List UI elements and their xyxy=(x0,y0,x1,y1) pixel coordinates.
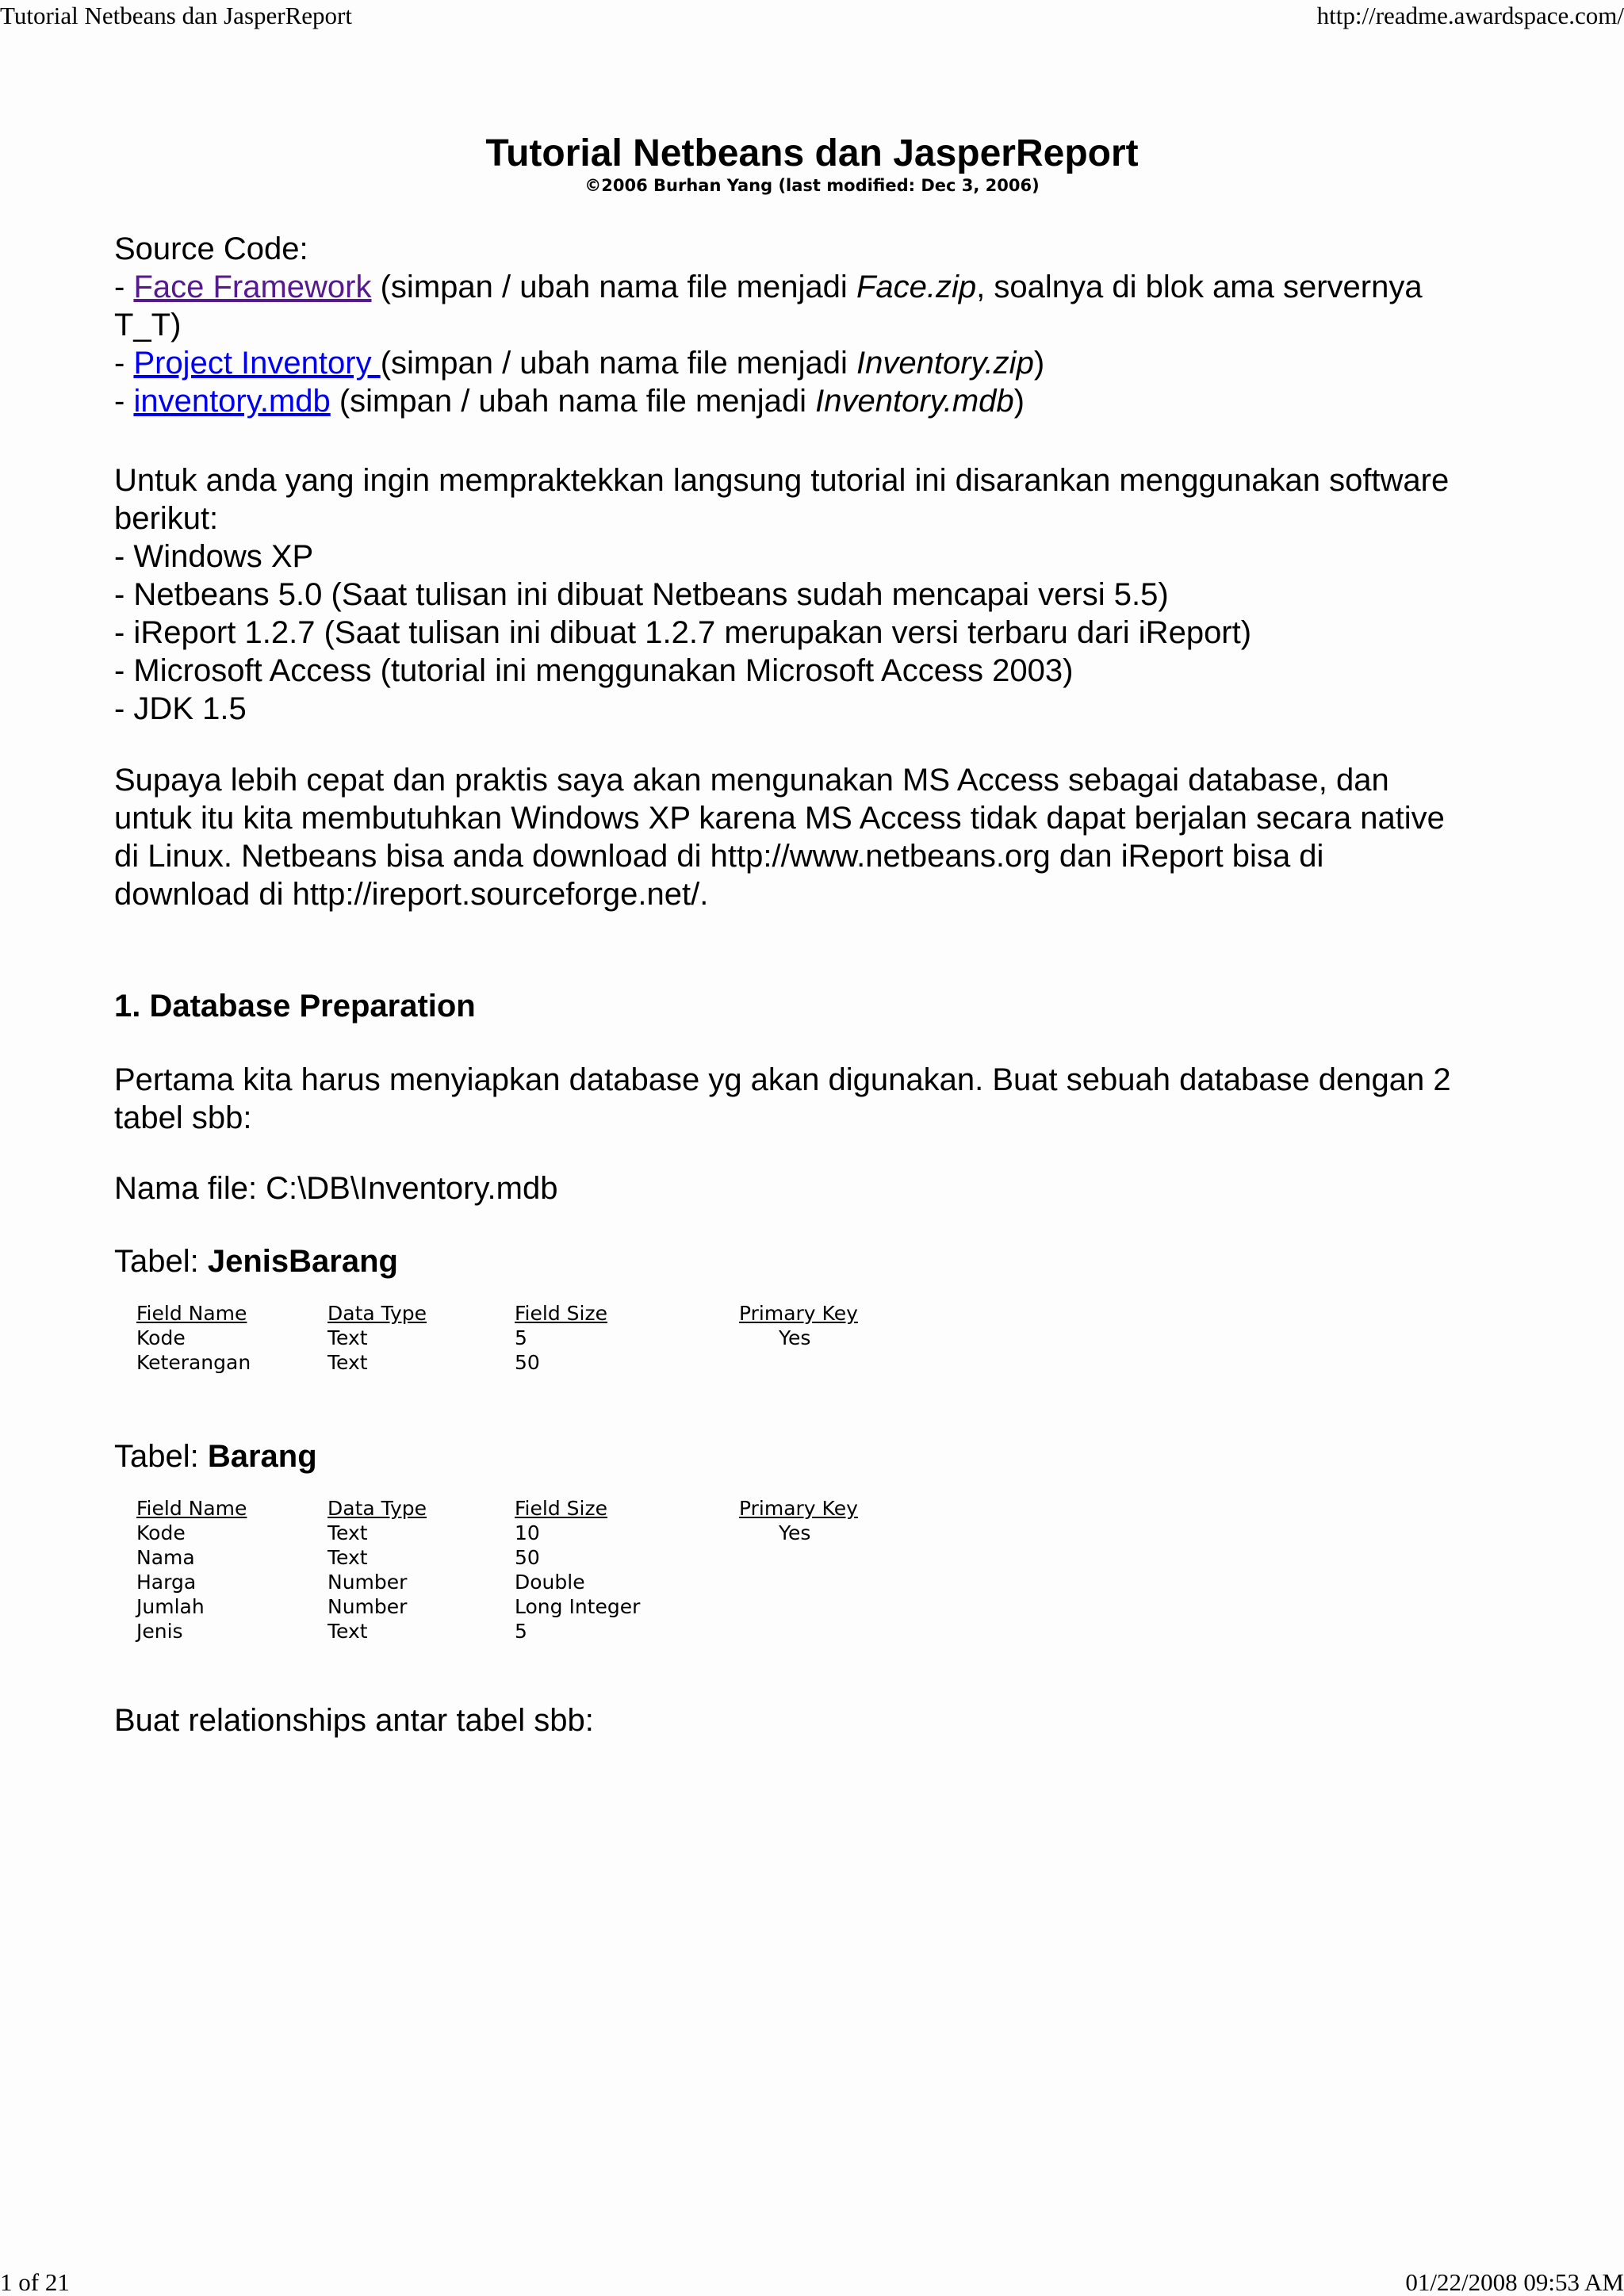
column-header: Field Size xyxy=(515,1497,607,1520)
print-header-title: Tutorial Netbeans dan JasperReport xyxy=(0,2,352,29)
copyright-line: ©2006 Burhan Yang (last modified: Dec 3, 2006) xyxy=(584,176,1040,195)
print-footer-date: 01/22/2008 09:53 AM xyxy=(1405,2268,1624,2296)
table-label xyxy=(114,1437,1510,1475)
table-cell: Kode xyxy=(136,1521,186,1544)
table-cell: Kode xyxy=(136,1326,186,1349)
table-cell: Nama xyxy=(136,1546,195,1569)
table-cell: Text xyxy=(327,1326,368,1349)
project-inventory-link[interactable]: Project Inventory xyxy=(133,346,381,381)
table-cell: Double xyxy=(515,1571,585,1594)
section-heading: 1. Database Preparation xyxy=(114,989,476,1024)
note-text: ) xyxy=(1033,346,1045,381)
file-name-line: Nama file: C:\DB\Inventory.mdb xyxy=(114,1171,558,1206)
relationships-text: Buat relationships antar tabel sbb: xyxy=(114,1703,594,1738)
table-cell: Long Integer xyxy=(515,1595,641,1618)
table-cell: 10 xyxy=(515,1521,540,1544)
column-header: Field Name xyxy=(136,1497,247,1520)
column-header: Field Name xyxy=(136,1302,247,1325)
table-label-prefix: Tabel: xyxy=(114,1439,208,1474)
print-header-url: http://readme.awardspace.com/ xyxy=(1316,2,1624,29)
table-cell: 5 xyxy=(515,1620,527,1643)
paragraph-line: Pertama kita harus menyiapkan database yg akan digunakan. Buat sebuah database dengan 2 xyxy=(114,1062,1451,1097)
column-header: Primary Key xyxy=(739,1302,858,1325)
face-framework-link[interactable]: Face Framework xyxy=(133,270,372,304)
table-cell: Text xyxy=(327,1351,368,1374)
note-text: (simpan / ubah nama file menjadi xyxy=(371,270,856,304)
software-intro-cont: berikut: xyxy=(114,501,219,536)
file-name-italic: Face.zip xyxy=(856,270,977,304)
table-cell: Text xyxy=(327,1620,368,1643)
table-label xyxy=(114,1242,1510,1280)
table-cell: 50 xyxy=(515,1546,540,1569)
page-title: Tutorial Netbeans dan JasperReport xyxy=(485,132,1139,174)
table-cell: 50 xyxy=(515,1351,540,1374)
paragraph-line: tabel sbb: xyxy=(114,1100,252,1135)
access-paragraph xyxy=(114,761,1510,913)
software-block xyxy=(114,461,1510,728)
table-cell: Keterangan xyxy=(136,1351,251,1374)
paragraph-line: untuk itu kita membutuhkan Windows XP karena MS Access tidak dapat berjalan secara native xyxy=(114,801,1445,836)
source-item-mdb xyxy=(114,382,1510,420)
note-text: ) xyxy=(1013,384,1025,419)
bullet-dash: - xyxy=(114,384,134,419)
source-code-label: Source Code: xyxy=(114,232,308,266)
file-name-italic: Inventory.mdb xyxy=(815,384,1014,419)
table-cell: Number xyxy=(327,1595,408,1618)
source-code-block xyxy=(114,230,1510,420)
table-cell: Number xyxy=(327,1571,408,1594)
table-label-prefix: Tabel: xyxy=(114,1244,208,1279)
software-item: - Netbeans 5.0 (Saat tulisan ini dibuat Netbeans sudah mencapai versi 5.5) xyxy=(114,577,1169,612)
software-item: - iReport 1.2.7 (Saat tulisan ini dibuat 1.2.7 merupakan versi terbaru dari iReport) xyxy=(114,615,1252,650)
note-text: (simpan / ubah nama file menjadi xyxy=(330,384,816,419)
section-intro xyxy=(114,1061,1510,1137)
paragraph-line: download di http://ireport.sourceforge.net/. xyxy=(114,877,709,912)
table-cell: Jumlah xyxy=(136,1595,205,1618)
inventory-mdb-link[interactable]: inventory.mdb xyxy=(133,384,331,419)
note-text: (simpan / ubah nama file menjadi xyxy=(380,346,856,381)
paragraph-line: Supaya lebih cepat dan praktis saya akan mengunakan MS Access sebagai database, dan xyxy=(114,763,1389,798)
table-cell: Yes xyxy=(779,1326,811,1349)
column-header: Primary Key xyxy=(739,1497,858,1520)
table-cell: Text xyxy=(327,1521,368,1544)
software-item: - Windows XP xyxy=(114,539,314,574)
source-item-project xyxy=(114,344,1510,382)
table-cell: Yes xyxy=(779,1521,811,1544)
table-cell: Jenis xyxy=(136,1620,183,1643)
source-item-face xyxy=(114,268,1510,306)
table-name: Barang xyxy=(207,1439,317,1474)
note-text: , soalnya di blok ama servernya xyxy=(976,270,1423,304)
file-name-italic: Inventory.zip xyxy=(856,346,1034,381)
print-footer-page: 1 of 21 xyxy=(0,2268,70,2296)
bullet-dash: - xyxy=(114,346,134,381)
table-name: JenisBarang xyxy=(207,1244,398,1279)
software-item: - Microsoft Access (tutorial ini menggunakan Microsoft Access 2003) xyxy=(114,653,1074,688)
source-item-face-continuation: T_T) xyxy=(114,308,182,342)
paragraph-line: di Linux. Netbeans bisa anda download di http://www.netbeans.org dan iReport bisa di xyxy=(114,839,1324,874)
table-cell: Text xyxy=(327,1546,368,1569)
table-cell: 5 xyxy=(515,1326,527,1349)
table-cell: Harga xyxy=(136,1571,197,1594)
software-item: - JDK 1.5 xyxy=(114,691,247,726)
column-header: Data Type xyxy=(327,1302,427,1325)
software-intro: Untuk anda yang ingin mempraktekkan langsung tutorial ini disarankan menggunakan software xyxy=(114,463,1450,498)
column-header: Field Size xyxy=(515,1302,607,1325)
column-header: Data Type xyxy=(327,1497,427,1520)
bullet-dash: - xyxy=(114,270,134,304)
